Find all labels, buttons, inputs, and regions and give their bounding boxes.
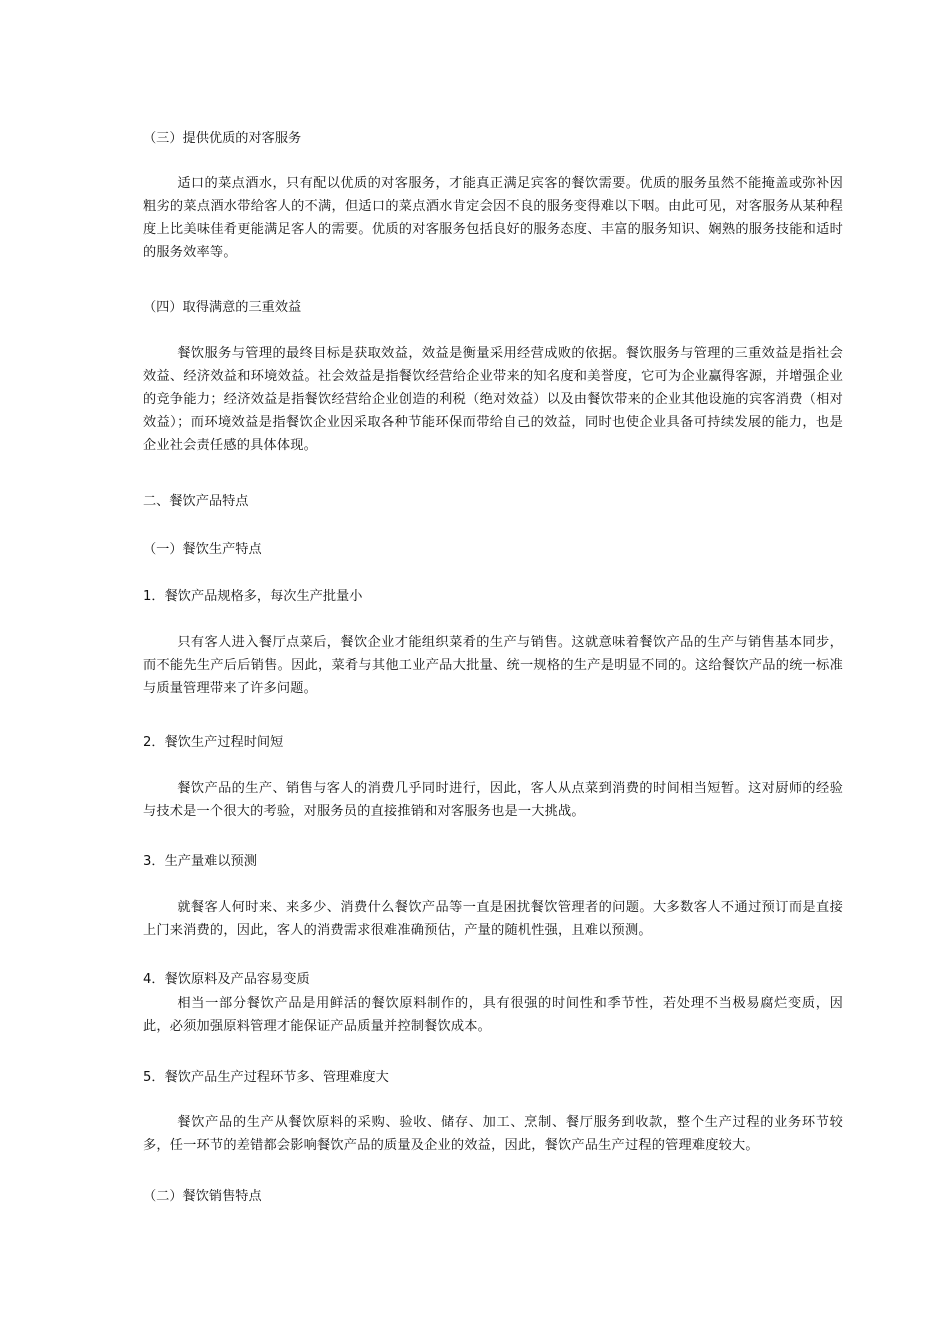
heading-product-features: 二、餐饮产品特点 <box>143 494 249 509</box>
paragraph-triple-benefit: 餐饮服务与管理的最终目标是获取效益，效益是衡量采用经营成败的依据。餐饮服务与管理的三重效益是指社会效益、经济效益和环境效益。社会效益是指餐饮经营给企业带来的知名度和美誉度，它可为企业赢得客源，并增强企业的竞争能力；经济效益是指餐饮经营给企业创造的利税（绝对效益）以及由餐饮带来的企业其他设施的宾客消费（相对效益）；而环境效益是指餐饮企业因采取各种节能环保而带给自己的效益，同时也使企业具备可持续发展的能力，也是企业社会责任感的具体体现。 <box>143 346 843 453</box>
paragraph-item-5: 餐饮产品的生产从餐饮原料的采购、验收、储存、加工、烹制、餐厅服务到收款，整个生产过程的业务环节较多，任一环节的差错都会影响餐饮产品的质量及企业的效益，因此，餐饮产品生产过程的管理难度较大。 <box>143 1115 843 1153</box>
heading-triple-benefit: （四）取得满意的三重效益 <box>143 300 302 315</box>
heading-production-features: （一）餐饮生产特点 <box>143 542 262 557</box>
paragraph-item-2: 餐饮产品的生产、销售与客人的消费几乎同时进行，因此，客人从点菜到消费的时间相当短暂。这对厨师的经验与技术是一个很大的考验，对服务员的直接推销和对客服务也是一大挑战。 <box>143 781 843 819</box>
paragraph-quality-service: 适口的菜点酒水，只有配以优质的对客服务，才能真正满足宾客的餐饮需要。优质的服务虽然不能掩盖或弥补因粗劣的菜点酒水带给客人的不满，但适口的菜点酒水肯定会因不良的服务变得难以下咽。由此可见，对客服务从某种程度上比美味佳肴更能满足客人的需要。优质的对客服务包括良好的服务态度、丰富的服务知识、娴熟的服务技能和适时的服务效率等。 <box>143 176 843 260</box>
heading-item-1: 1．餐饮产品规格多，每次生产批量小 <box>143 589 363 604</box>
heading-item-2: 2．餐饮生产过程时间短 <box>143 735 284 750</box>
paragraph-item-4: 相当一部分餐饮产品是用鲜活的餐饮原料制作的，具有很强的时间性和季节性，若处理不当极易腐烂变质，因此，必须加强原料管理才能保证产品质量并控制餐饮成本。 <box>143 996 843 1034</box>
paragraph-item-1: 只有客人进入餐厅点菜后，餐饮企业才能组织菜肴的生产与销售。这就意味着餐饮产品的生产与销售基本同步，而不能先生产后后销售。因此，菜肴与其他工业产品大批量、统一规格的生产是明显不同的。这给餐饮产品的统一标准与质量管理带来了许多问题。 <box>143 635 843 696</box>
heading-sales-features: （二）餐饮销售特点 <box>143 1189 262 1204</box>
heading-item-4: 4．餐饮原料及产品容易变质 <box>143 972 310 987</box>
paragraph-item-3: 就餐客人何时来、来多少、消费什么餐饮产品等一直是困扰餐饮管理者的问题。大多数客人不通过预订而是直接上门来消费的，因此，客人的消费需求很难准确预估，产量的随机性强，且难以预测。 <box>143 900 843 938</box>
heading-item-5: 5．餐饮产品生产过程环节多、管理难度大 <box>143 1070 389 1085</box>
heading-quality-service: （三）提供优质的对客服务 <box>143 131 302 146</box>
heading-item-3: 3．生产量难以预测 <box>143 854 257 869</box>
